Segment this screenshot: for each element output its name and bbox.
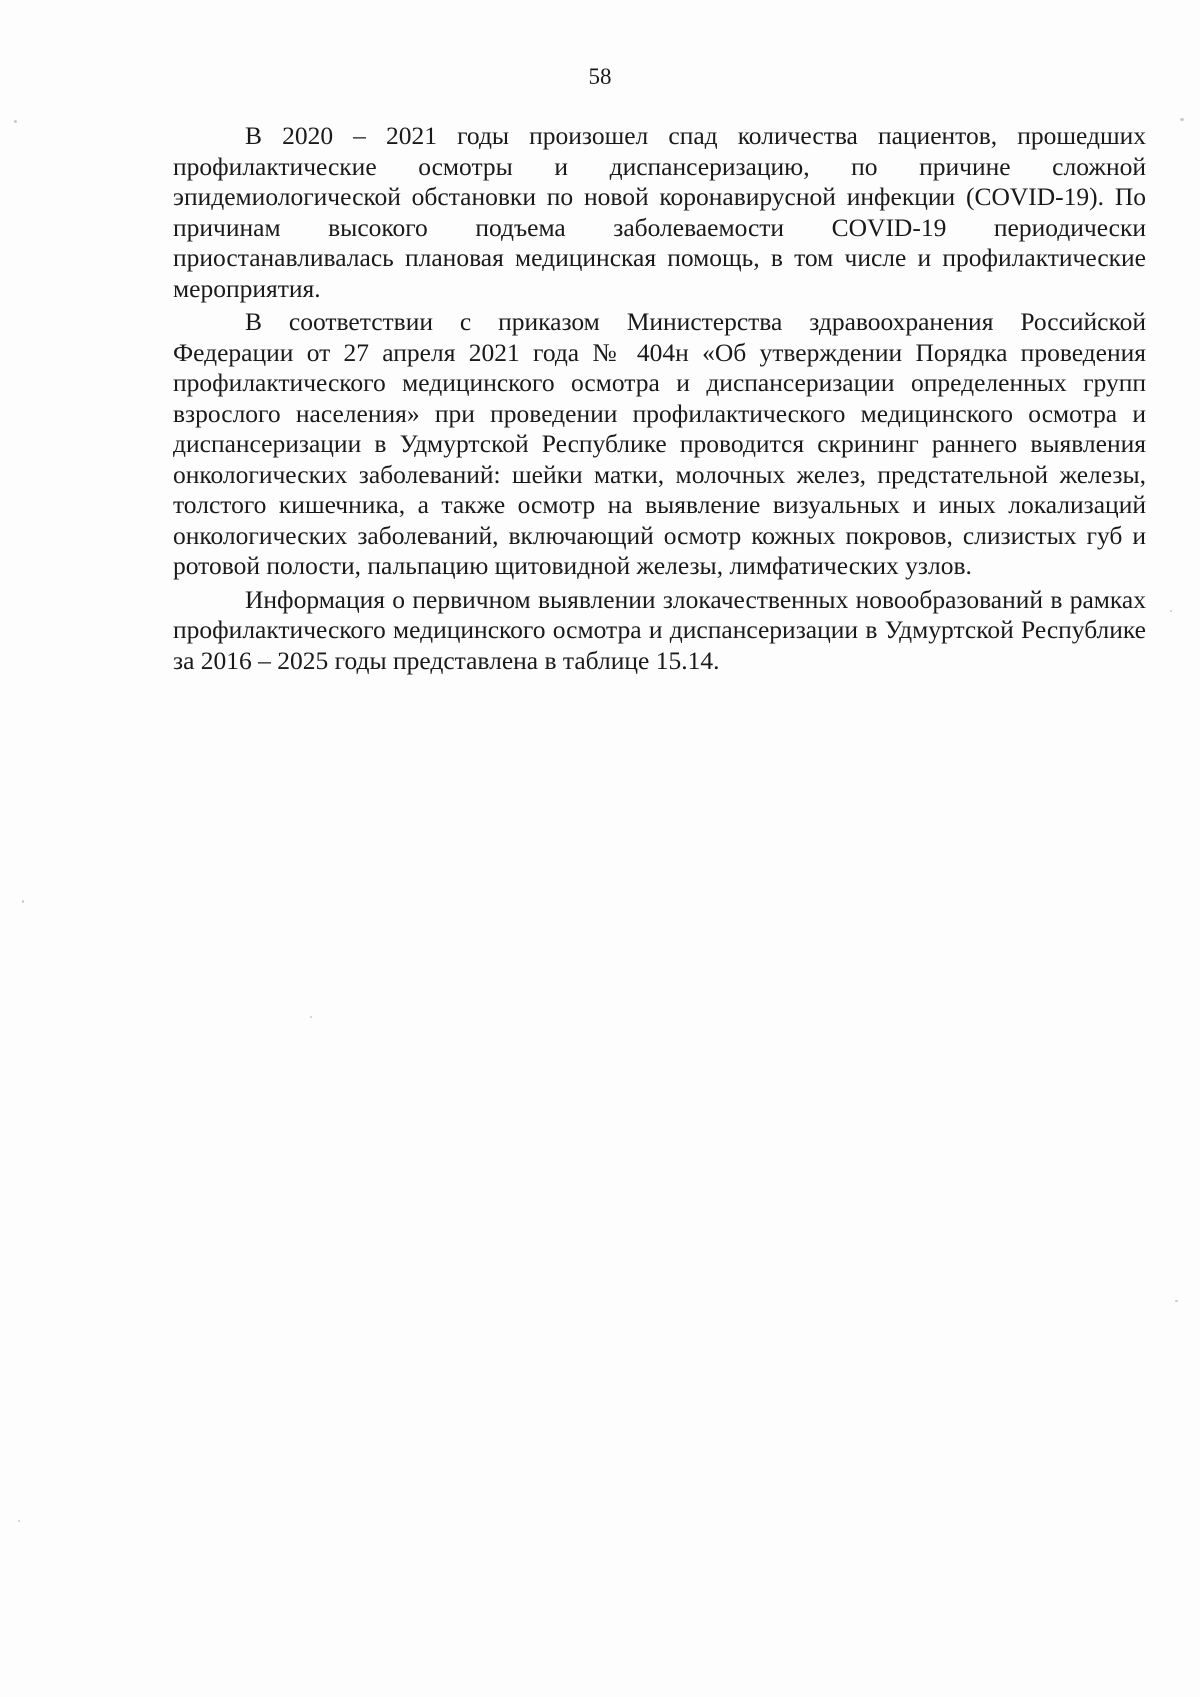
scan-artifact bbox=[22, 900, 24, 903]
scan-artifact bbox=[1170, 610, 1172, 612]
scan-artifact bbox=[1180, 118, 1184, 121]
body-text bbox=[173, 121, 1146, 679]
scan-artifact bbox=[310, 1016, 312, 1018]
page-number: 58 bbox=[588, 64, 612, 89]
scan-artifact bbox=[14, 120, 17, 123]
paragraph-ministry-order: В соответствии с приказом Министерства здравоохранения Российской Федерации от 27 апреля 2021 года № 404н «Об утверждении Порядка проведения профилактического медицинского осмотра и диспансеризации определенных групп взрослого населения» при проведении профилактического медицинского осмотра и диспансеризации в Удмуртской Республике проводится скрининг раннего выявления онкологических заболеваний: шейки матки, молочных желез, предстательной железы, толстого кишечника, а также осмотр на выявление визуальных и иных локализаций онкологических заболеваний, включающий осмотр кожных покровов, слизистых губ и ротовой полости, пальпацию щитовидной железы, лимфатических узлов. bbox=[173, 307, 1146, 580]
scan-artifact bbox=[18, 1520, 20, 1522]
scan-artifact bbox=[1175, 1300, 1178, 1302]
paragraph-table-reference: Информация о первичном выявлении злокачественных новообразований в рамках профилактического медицинского осмотра и диспансеризации в Удмуртской Республике за 2016 – 2025 годы представлена в таблице 15.14. bbox=[173, 584, 1146, 675]
paragraph-covid-decline: В 2020 – 2021 годы произошел спад количества пациентов, прошедших профилактические осмотры и диспансеризацию, по причине сложной эпидемиологической обстановки по новой коронавирусной инфекции (COVID-19). По причинам высокого подъема заболеваемости COVID-19 периодически приостанавливалась плановая медицинская помощь, в том числе и профилактические мероприятия. bbox=[173, 121, 1146, 303]
